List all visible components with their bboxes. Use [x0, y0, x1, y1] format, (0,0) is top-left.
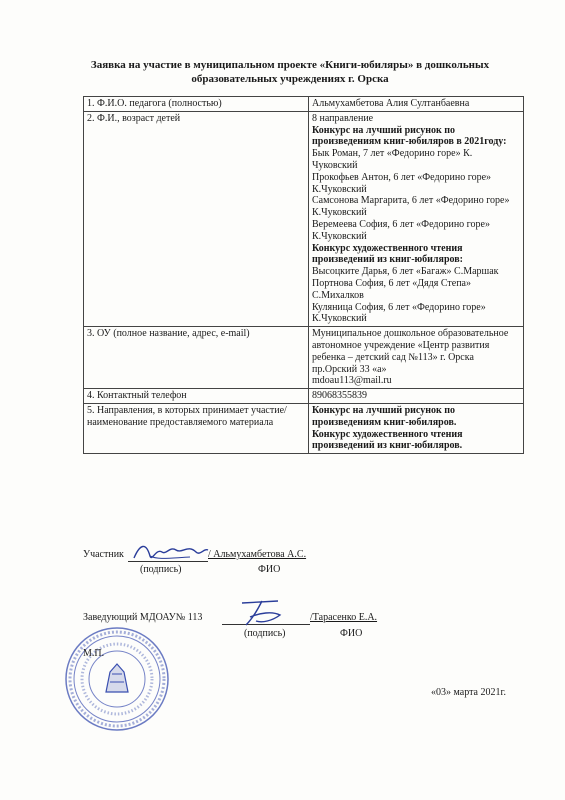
application-table	[83, 96, 524, 454]
answer-cell	[309, 403, 524, 453]
answer-line: Высоцките Дарья, 6 лет «Багаж» С.Маршак	[312, 266, 499, 278]
answer-line: Конкурс на лучший рисунок по произведениям книг-юбиляров.	[312, 404, 457, 428]
head-fio-caption: ФИО	[340, 628, 363, 639]
participant-name: / Альмухамбетова А.С.	[208, 549, 307, 560]
participant-label: Участник	[83, 549, 124, 560]
answer-line: Самсонова Маргарита, 6 лет «Федорино горе» К.Чуковский	[312, 195, 510, 219]
organization-stamp	[64, 626, 170, 732]
answer-line: 8 направление	[312, 112, 374, 124]
table-row	[84, 327, 524, 389]
stamp-place-label: М.П.	[83, 648, 105, 659]
title-line-1: Заявка на участие в муниципальном проекте «Книги-юбиляры» в дошкольных	[90, 59, 490, 71]
answer-line: Конкурс художественного чтения произведений из книг-юбиляров:	[312, 242, 463, 266]
question-cell: 4. Контактный телефон	[84, 389, 309, 404]
table-row	[84, 97, 524, 112]
answer-line: mdoau113@mail.ru	[312, 375, 392, 387]
document-date: «03» марта 2021г.	[431, 687, 506, 698]
question-cell: 5. Направления, в которых принимает участие/наименование предоставляемого материала	[84, 403, 309, 453]
head-label: Заведующий МДОАУ№ 113	[83, 612, 203, 623]
head-sign-caption: (подпись)	[244, 628, 286, 639]
participant-fio-caption: ФИО	[258, 564, 281, 575]
answer-line: Веремеева София, 6 лет «Федорино горе» К.Чуковский	[312, 218, 490, 242]
participant-sign-caption: (подпись)	[140, 564, 182, 575]
table-row	[84, 403, 524, 453]
head-signature-image	[232, 595, 292, 629]
question-cell: 3. ОУ (полное название, адрес, e-mail)	[84, 327, 309, 389]
answer-cell: 89068355839	[309, 389, 524, 404]
document-title	[80, 58, 500, 86]
table-row	[84, 389, 524, 404]
answer-cell: Альмухамбетова Алия Султанбаевна	[309, 97, 524, 112]
answer-line: Прокофьев Антон, 6 лет «Федорино горе» К.Чуковский	[312, 171, 492, 195]
table-row	[84, 111, 524, 326]
answer-line: Конкурс художественного чтения произведений из книг-юбиляров.	[312, 428, 463, 452]
answer-cell	[309, 327, 524, 389]
answer-line: Муниципальное дошкольное образовательное автономное учреждение «Центр развития ребенка – детский сад №113» г. Орска	[312, 328, 509, 363]
answer-line: Куляница София, 6 лет «Федорино горе» К.Чуковский	[312, 301, 486, 325]
title-line-2: образовательных учреждениях г. Орска	[191, 73, 389, 85]
participant-signature-image	[130, 538, 210, 566]
question-cell: 2. Ф.И., возраст детей	[84, 111, 309, 326]
answer-cell	[309, 111, 524, 326]
answer-line: Конкурс на лучший рисунок по произведениям книг-юбиляров в 2021году:	[312, 124, 507, 148]
answer-line: Бык Роман, 7 лет «Федорино горе» К. Чуковский	[312, 148, 473, 171]
question-cell: 1. Ф.И.О. педагога (полностью)	[84, 97, 309, 112]
answer-line: пр.Орский 33 «а»	[312, 363, 387, 375]
head-name: /Тарасенко Е.А.	[310, 612, 378, 623]
answer-line: Портнова София, 6 лет «Дядя Степа» С.Михалков	[312, 277, 471, 301]
